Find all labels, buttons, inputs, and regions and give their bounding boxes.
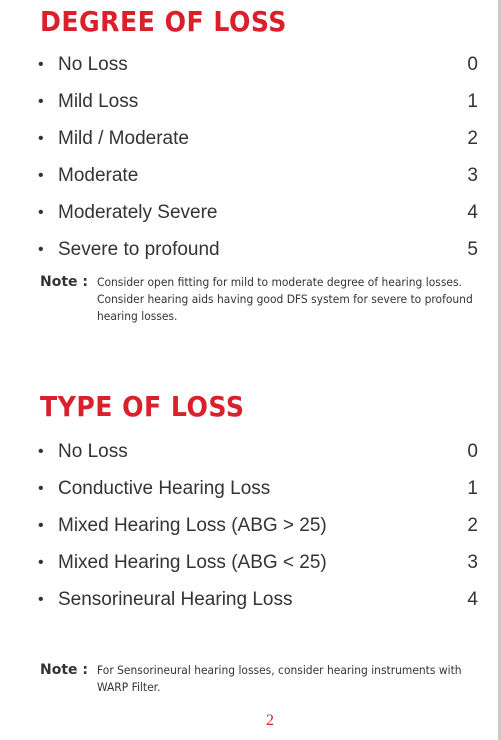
item-label: Sensorineural Hearing Loss [58, 588, 293, 610]
note-line: hearing losses. [97, 309, 178, 323]
list-item [38, 83, 478, 120]
item-label: No Loss [58, 53, 128, 75]
bullet-icon: • [38, 92, 44, 110]
list-item [38, 46, 478, 83]
item-label: Conductive Hearing Loss [58, 477, 271, 499]
type-of-loss-heading: TYPE OF LOSS [40, 390, 245, 423]
degree-note [40, 274, 501, 325]
item-value: 2 [467, 514, 478, 536]
list-item [38, 470, 478, 507]
note-line: Consider open fitting for mild to moderate degree of hearing losses. [97, 275, 462, 289]
list-item [38, 507, 478, 544]
note-line: Consider hearing aids having good DFS system for severe to profound [97, 292, 473, 306]
item-value: 0 [467, 440, 478, 462]
list-item [38, 157, 478, 194]
item-value: 4 [467, 201, 478, 223]
item-value: 3 [467, 164, 478, 186]
item-value: 5 [467, 238, 478, 260]
item-label: No Loss [58, 440, 128, 462]
bullet-icon: • [38, 55, 44, 73]
list-item [38, 120, 478, 157]
type-of-loss-list [38, 433, 478, 618]
item-value: 3 [467, 551, 478, 573]
item-label: Moderate [58, 164, 139, 186]
note-line: WARP Filter. [97, 680, 161, 694]
note-line: For Sensorineural hearing losses, consider hearing instruments with [97, 663, 462, 677]
item-label: Mild / Moderate [58, 127, 189, 149]
list-item [38, 544, 478, 581]
list-item [38, 231, 478, 268]
page-number: 2 [266, 712, 274, 729]
item-label: Mixed Hearing Loss (ABG < 25) [58, 551, 327, 573]
note-label: Note : [40, 662, 88, 678]
bullet-icon: • [38, 129, 44, 147]
degree-of-loss-list [38, 46, 478, 268]
item-value: 1 [467, 90, 478, 112]
list-item [38, 433, 478, 470]
bullet-icon: • [38, 203, 44, 221]
bullet-icon: • [38, 479, 44, 497]
bullet-icon: • [38, 553, 44, 571]
item-value: 0 [467, 53, 478, 75]
item-value: 1 [467, 477, 478, 499]
item-value: 4 [467, 588, 478, 610]
bullet-icon: • [38, 166, 44, 184]
item-label: Moderately Severe [58, 201, 218, 223]
item-label: Mixed Hearing Loss (ABG > 25) [58, 514, 327, 536]
bullet-icon: • [38, 516, 44, 534]
bullet-icon: • [38, 442, 44, 460]
bullet-icon: • [38, 590, 44, 608]
note-text [97, 662, 474, 696]
type-note [40, 662, 501, 696]
degree-of-loss-heading: DEGREE OF LOSS [40, 5, 287, 38]
list-item [38, 581, 478, 618]
item-label: Severe to profound [58, 238, 220, 260]
item-label: Mild Loss [58, 90, 139, 112]
item-value: 2 [467, 127, 478, 149]
list-item [38, 194, 478, 231]
note-text [97, 274, 474, 325]
bullet-icon: • [38, 240, 44, 258]
note-label: Note : [40, 274, 88, 290]
